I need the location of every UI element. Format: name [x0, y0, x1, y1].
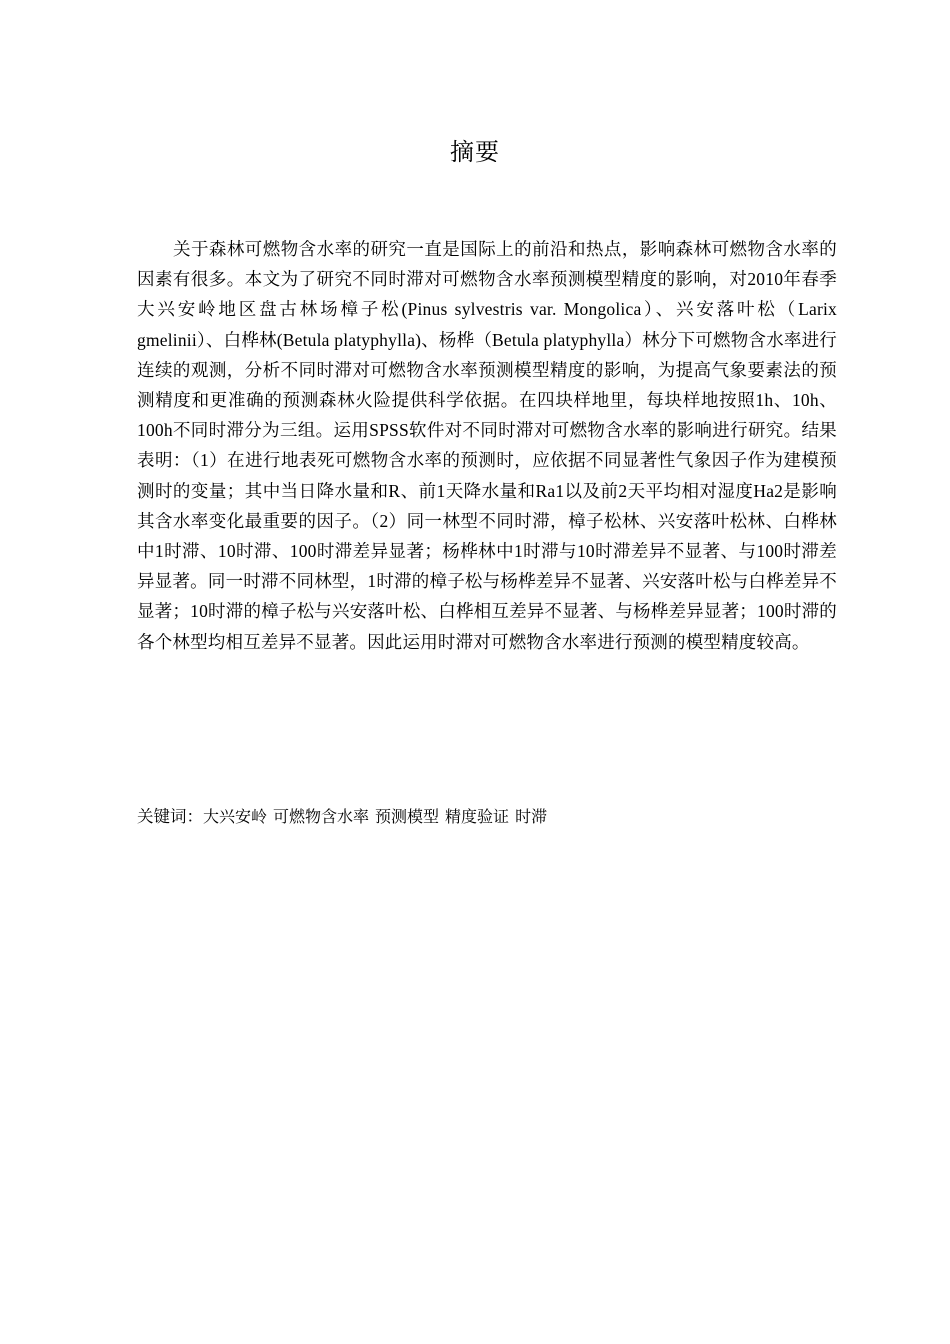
keyword-item: 精度验证 — [445, 809, 510, 826]
keyword-item: 预测模型 — [375, 809, 440, 826]
keywords-label: 关键词： — [137, 807, 203, 826]
abstract-paragraph: 关于森林可燃物含水率的研究一直是国际上的前沿和热点，影响森林可燃物含水率的因素有很多。本文为了研究不同时滞对可燃物含水率预测模型精度的影响，对2010年春季大兴安岭地区盘古林场樟子松(Pinus sylvestris var. Mongolica）、兴安落叶松（Larix gmelinii）、白桦林(Betula platyphylla)、杨桦（Betula platyphylla）林分下可燃物含水率进行连续的观测，分析不同时滞对可燃物含水率预测模型精度的影响，为提高气象要素法的预测精度和更准确的预测森林火险提供科学依据。在四块样地里，每块样地按照1h、10h、100h不同时滞分为三组。运用SPSS软件对不同时滞对可燃物含水率的影响进行研究。结果表明：（1）在进行地表死可燃物含水率的预测时，应依据不同显著性气象因子作为建模预测时的变量；其中当日降水量和R、前1天降水量和Ra1以及前2天平均相对湿度Ha2是影响其含水率变化最重要的因子。（2）同一林型不同时滞，樟子松林、兴安落叶松林、白桦林中1时滞、10时滞、100时滞差异显著；杨桦林中1时滞与10时滞差异不显著、与100时滞差异显著。同一时滞不同林型，1时滞的樟子松与杨桦差异不显著、兴安落叶松与白桦差异不显著；10时滞的樟子松与兴安落叶松、白桦相互差异不显著、与杨桦差异显著；100时滞的各个林型均相互差异不显著。因此运用时滞对可燃物含水率进行预测的模型精度较高。 — [137, 239, 837, 652]
page-title: 摘要 — [450, 138, 500, 166]
keywords-line — [137, 803, 837, 832]
keyword-item: 可燃物含水率 — [273, 809, 370, 826]
keyword-item: 时滞 — [515, 809, 548, 826]
keyword-item: 大兴安岭 — [203, 809, 268, 826]
